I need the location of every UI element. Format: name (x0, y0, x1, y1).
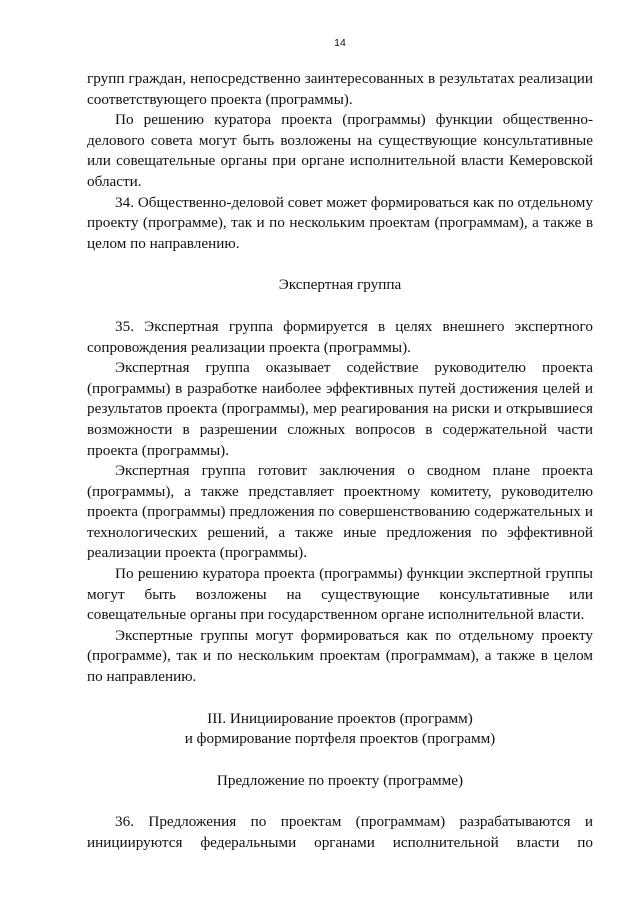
document-body (87, 69, 593, 854)
paragraph-expert-groups-formation: Экспертные группы могут формироваться как по отдельному проекту (программе), так и по нескольким проектам (программам), а также в целом по направлению. (87, 626, 593, 686)
section-heading (87, 709, 593, 750)
section-heading-line-2: и формирование портфеля проектов (программ) (184, 730, 496, 748)
heading-expert-group: Экспертная группа (278, 276, 402, 294)
paragraph-continuation: групп граждан, непосредственно заинтересованных в результатах реализации соответствующего проекта (программы). (87, 70, 593, 108)
paragraph-35: 35. Экспертная группа формируется в целях внешнего экспертного сопровождения реализации проекта (программы). (87, 317, 593, 356)
heading-proposal: Предложение по проекту (программе) (216, 771, 464, 789)
paragraph-34: 34. Общественно-деловой совет может формироваться как по отдельному проекту (программе), так и по нескольким проектам (программам), а также в целом по направлению. (87, 193, 593, 252)
page-number: 14 (334, 37, 346, 49)
paragraph-36: 36. Предложения по проектам (программам) разрабатываются и инициируются федеральными органами исполнительной власти по (87, 813, 593, 851)
paragraph-expert-conclusions: Экспертная группа готовит заключения о сводном плане проекта (программы), а также представляет проектному комитету, руководителю проекта (программы) предложения по совершенствованию содержательных и технологических решений, а также иные предложения по эффективной реализации проекта (программы). (87, 462, 593, 562)
section-heading-line-1: III. Инициирование проектов (программ) (207, 709, 473, 727)
paragraph-expert-assistance: Экспертная группа оказывает содействие руководителю проекта (программы) в разработке наиболее эффективных путей достижения целей и результатов проекта (программы), мер реагирования на риски и открывшиеся возможности в разрешении сложных вопросов в содержательной части проекта (программы). (87, 359, 593, 459)
paragraph-curator-expert: По решению куратора проекта (программы) функции экспертной группы могут быть возложены на существующие консультативные или совещательные органы при государственном органе исполнительной власти. (87, 565, 593, 624)
paragraph-curator-council: По решению куратора проекта (программы) функции общественно-делового совета могут быть возложены на существующие консультативные или совещательные органы при органе исполнительной власти Кемеровской области. (87, 111, 593, 190)
